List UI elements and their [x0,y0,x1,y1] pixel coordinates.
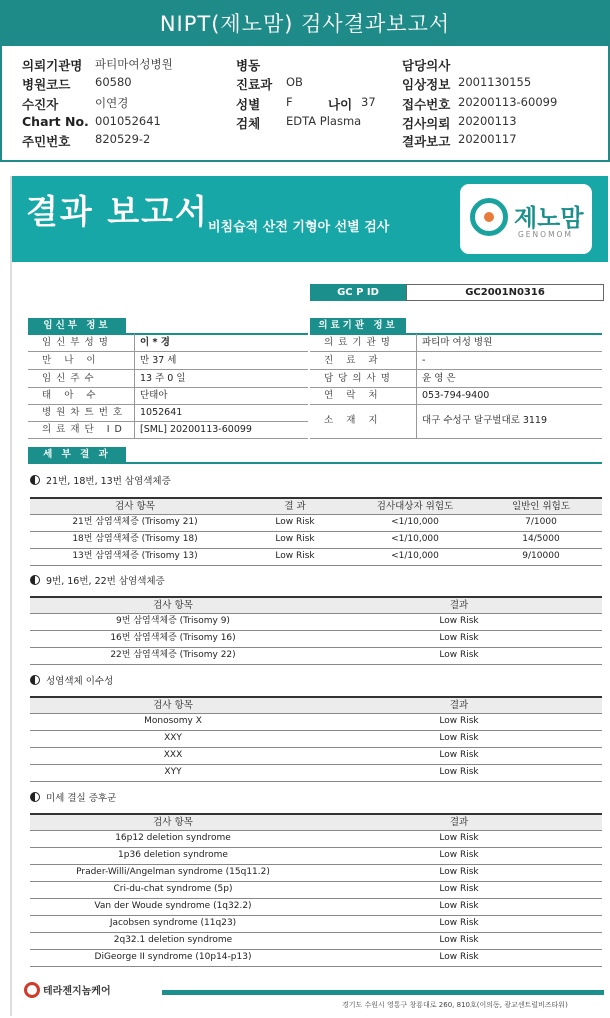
header-field-value: 820529-2 [95,132,151,146]
table-cell: Van der Woude syndrome (1q32.2) [94,901,252,911]
company-logo-icon [24,982,40,998]
patient-field-label: 만 나 이 [42,355,101,366]
header-field-label: 담당의사 [402,58,451,73]
patient-field-value: 단태아 [140,390,168,401]
header-field-value: 2001130155 [458,75,532,89]
institution-field-label: 담당의사명 [324,373,395,384]
header-field-value: EDTA Plasma [286,114,362,128]
table-cell: Low Risk [439,935,479,945]
institution-field-label: 연 락 처 [324,390,383,401]
institution-field-value: 053-794-9400 [422,390,490,401]
header-field-value: 20200113 [458,114,517,128]
half-circle-icon [30,792,40,802]
column-header: 검사 항목 [115,501,155,512]
table-row [30,932,602,950]
table-row [30,898,602,916]
table-row [30,830,602,848]
header-field-label: 병동 [236,58,261,73]
header-field-label: 수진자 [22,97,59,112]
table-row [30,630,602,648]
column-header: 결과 [449,700,469,711]
header-field-label: 성별 [236,97,261,112]
header-field-value: 20200113-60099 [458,95,558,109]
banner-title: 결과 보고서 [26,192,209,231]
column-header: 결과 [449,817,469,828]
table-cell: 9/10000 [522,551,560,561]
table-cell: Low Risk [439,733,479,743]
table-cell: 13번 삼염색체증 (Trisomy 13) [72,551,198,561]
institution-field-value: 대구 수성구 달구벌대로 3119 [422,415,548,426]
header-field-label: 병원코드 [22,77,71,92]
patient-row [28,387,308,405]
table-row [30,730,602,748]
institution-field-label: 의료기관명 [324,337,395,348]
table-header [30,497,602,515]
patient-field-value: 13 주 0 일 [140,373,186,384]
table-cell: Low Risk [275,534,315,544]
column-header: 검사대상자 위험도 [376,501,454,512]
table-cell: Low Risk [439,633,479,643]
table-cell: Low Risk [439,918,479,928]
table-cell: Low Risk [439,716,479,726]
section-heading-text: 미세 결실 증후군 [46,793,117,804]
header-field-label: 결과보고 [402,134,451,149]
gcp-id-value: GC2001N0316 [406,284,604,301]
patient-row [28,370,308,388]
table-header [30,596,602,614]
table-cell: 22번 삼염색체증 (Trisomy 22) [110,650,236,660]
table-cell: Low Risk [439,901,479,911]
header-info-row [0,56,610,75]
table-cell: Low Risk [275,517,315,527]
header-field-value: 001052641 [95,114,161,128]
table-cell: <1/10,000 [391,551,439,561]
institution-field-value: 파티마 여성 병원 [422,337,493,348]
report-title: NIPT(제노맘) 검사결과보고서 [0,0,610,46]
patient-info-tab: 임신부 정보 [28,318,126,333]
institution-info-tab: 의료기관 정보 [310,318,406,333]
table-cell: DiGeorge II syndrome (10p14-p13) [94,952,252,962]
header-field-label: Chart No. [22,114,89,129]
company-address: 경기도 수원시 영통구 창룡대로 260, 810호(이의동, 광교센트럴비즈타워) [342,1001,568,1009]
column-header: 결 과 [284,501,306,512]
patient-row [28,334,308,352]
patient-field-label: 병원차트번호 [42,407,128,418]
table-cell: 14/5000 [522,534,560,544]
age-label: 나이 [328,97,353,112]
age-row [0,95,610,114]
table-cell: Low Risk [439,833,479,843]
institution-row [310,334,602,352]
section-heading [30,790,116,804]
patient-field-value: 이 * 경 [140,337,170,348]
table-cell: XXX [163,750,183,760]
age-value: 37 [361,95,376,109]
details-tab: 세 부 결 과 [28,447,126,462]
genomom-logo [460,184,592,254]
institution-row [310,352,602,370]
column-header: 검사 항목 [153,700,193,711]
logo-subtext: GENOMOM [518,230,573,239]
institution-row [310,370,602,388]
gcp-id-label: GC P ID [310,284,406,301]
table-cell: 1p36 deletion syndrome [118,850,228,860]
table-cell: 21번 삼염색체증 (Trisomy 21) [72,517,198,527]
section-heading [30,573,165,587]
table-cell: Low Risk [439,884,479,894]
table-cell: Prader-Willi/Angelman syndrome (15q11.2) [76,867,270,877]
institution-row [310,404,602,439]
banner-subtitle: 비침습적 산전 기형아 선별 검사 [208,220,390,235]
header-field-value: F [286,95,293,109]
patient-row [28,421,308,439]
table-cell: Low Risk [275,551,315,561]
header-field-label: 검사의뢰 [402,116,451,131]
company-name: 테라젠지놈케어 [43,986,111,997]
patient-field-label: 태 아 수 [42,390,101,401]
header-field-value: 20200117 [458,132,517,146]
table-cell: Low Risk [439,867,479,877]
table-row [30,514,602,532]
table-cell: 16번 삼염색체증 (Trisomy 16) [110,633,236,643]
header-field-value: OB [286,75,303,89]
table-row [30,949,602,967]
patient-field-value: [SML] 20200113-60099 [140,424,252,435]
header-field-label: 임상정보 [402,77,451,92]
patient-field-label: 의료재단 ID [42,424,127,435]
institution-row [310,387,602,405]
institution-field-label: 진 료 과 [324,355,383,366]
table-row [30,747,602,765]
section-heading-text: 9번, 16번, 22번 삼염색체증 [46,576,165,587]
institution-field-label: 소 재 지 [324,415,383,426]
table-cell: <1/10,000 [391,534,439,544]
table-cell: Jacobsen syndrome (11q23) [109,918,237,928]
report-banner [12,176,608,262]
table-row [30,647,602,665]
table-cell: Low Risk [439,850,479,860]
section-heading [30,473,171,487]
table-cell: <1/10,000 [391,517,439,527]
company-logo [24,982,111,998]
table-row [30,713,602,731]
table-cell: 2q32.1 deletion syndrome [113,935,233,945]
table-row [30,613,602,631]
section-heading-text: 21번, 18번, 13번 삼염색체증 [46,476,171,487]
table-cell: XXY [164,733,182,743]
half-circle-icon [30,575,40,585]
section-heading [30,673,113,687]
header-info-row [0,132,610,151]
table-cell: 9번 삼염색체증 (Trisomy 9) [116,616,230,626]
header-field-label: 주민번호 [22,134,71,149]
table-cell: XYY [164,767,182,777]
header-field-label: 검체 [236,116,261,131]
header-info-row [0,114,610,133]
table-cell: Low Risk [439,767,479,777]
table-row [30,531,602,549]
header-field-label: 의뢰기관명 [22,58,83,73]
column-header: 검사 항목 [153,817,193,828]
table-cell: 7/1000 [525,517,557,527]
table-row [30,548,602,566]
table-row [30,864,602,882]
logo-icon [470,198,508,236]
header-field-label: 진료과 [236,77,273,92]
result-report [10,176,608,1016]
half-circle-icon [30,475,40,485]
table-cell: Low Risk [439,750,479,760]
patient-row [28,404,308,422]
header-field-label: 접수번호 [402,97,451,112]
half-circle-icon [30,675,40,685]
table-cell: Monosomy X [144,716,202,726]
table-row [30,881,602,899]
table-cell: Low Risk [439,952,479,962]
column-header: 일반인 위험도 [511,501,571,512]
table-cell: Low Risk [439,650,479,660]
table-cell: 16p12 deletion syndrome [115,833,231,843]
patient-row [28,352,308,370]
table-cell: Cri-du-chat syndrome (5p) [113,884,233,894]
section-heading-text: 성염색체 이수성 [46,676,114,687]
logo-text: 제노맘 [514,204,584,232]
header-info-row [0,75,610,94]
table-cell: Low Risk [439,616,479,626]
header-field-value: 이연경 [95,96,129,110]
patient-field-label: 임신주수 [42,373,99,384]
table-header [30,813,602,831]
table-row [30,915,602,933]
table-row [30,764,602,782]
patient-field-value: 만 37 세 [140,355,177,366]
table-row [30,847,602,865]
patient-field-label: 임신부성명 [42,337,113,348]
column-header: 검사 항목 [153,600,193,611]
header-field-value: 파티마여성병원 [95,57,173,71]
institution-field-value: 윤 영 은 [422,373,456,384]
patient-field-value: 1052641 [140,407,183,418]
table-header [30,696,602,714]
institution-field-value: - [422,355,426,366]
header-field-value: 60580 [95,75,132,89]
table-cell: 18번 삼염색체증 (Trisomy 18) [72,534,198,544]
column-header: 결과 [449,600,469,611]
